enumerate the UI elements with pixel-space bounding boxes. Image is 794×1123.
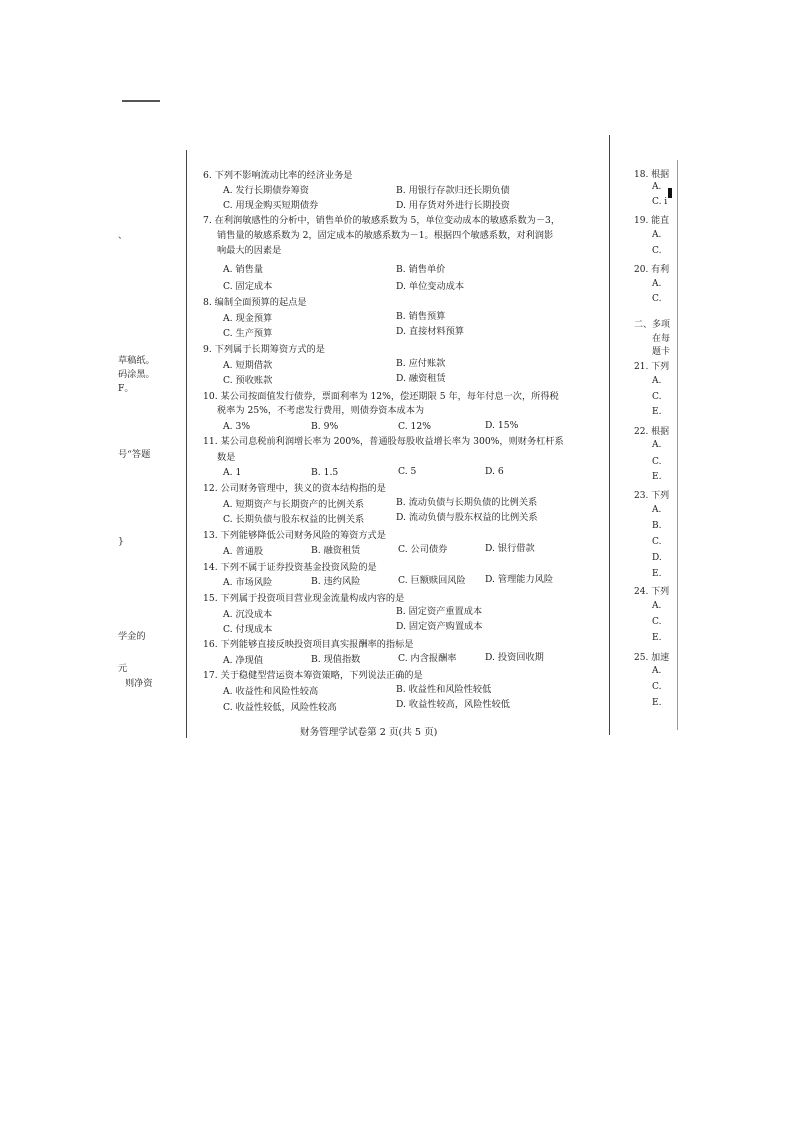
right-fragment-q18: 18. 根据	[634, 170, 670, 180]
right-fragment-q23: 23. 下列	[634, 491, 670, 501]
right-fragment-q21: 21. 下列	[634, 362, 670, 372]
right-fragment: C.	[652, 617, 662, 627]
question-6-option-a: A. 发行长期债券筹资	[223, 185, 309, 196]
right-fragment: A.	[652, 505, 662, 515]
question-9-option-b: B. 应付账款	[396, 358, 446, 369]
question-9-option-a: A. 短期借款	[223, 360, 273, 371]
question-9-option-c: C. 预收账款	[223, 375, 273, 386]
question-12-option-d: D. 流动负债与股东权益的比例关系	[396, 512, 538, 523]
question-14-option-c: C. 巨额赎回风险	[398, 575, 466, 586]
right-fragment: A.	[652, 230, 662, 240]
question-17-stem: 17. 关于稳健型营运资本筹资策略，下列说法正确的是	[203, 670, 423, 681]
question-11-option-d: D. 6	[485, 466, 504, 477]
question-13-option-b: B. 融资租赁	[311, 545, 361, 556]
question-7-option-c: C. 固定成本	[223, 281, 273, 292]
question-15-option-a: A. 沉没成本	[223, 609, 273, 620]
question-12-option-c: C. 长期负债与股东权益的比例关系	[223, 514, 365, 525]
question-7-stem-line-2: 销售量的敏感系数为 2，固定成本的敏感系数为－1。根据四个敏感系数，对利润影	[217, 230, 554, 241]
question-7-option-d: D. 单位变动成本	[396, 281, 465, 292]
right-fragment: C.	[652, 246, 662, 256]
right-fragment: E.	[652, 633, 662, 643]
question-8-stem: 8. 编制全面预算的起点是	[203, 297, 307, 308]
scan-mark-right	[668, 188, 672, 198]
right-fragment-q19: 19. 能直	[634, 216, 670, 226]
binding-line-right	[609, 135, 610, 735]
question-12-option-a: A. 短期资产与长期资产的比例关系	[223, 499, 365, 510]
right-fragment: A.	[652, 279, 662, 289]
right-fragment: E.	[652, 407, 662, 417]
question-17-option-d: D. 收益性较高，风险性较低	[396, 699, 510, 710]
right-fragment: C.	[652, 294, 662, 304]
question-7-option-b: B. 销售单价	[396, 264, 446, 275]
right-fragment: C.	[652, 392, 662, 402]
right-fragment: 在每	[652, 334, 671, 344]
binding-line-left	[186, 150, 187, 738]
right-fragment: A.	[652, 666, 662, 676]
left-fragment: 学金的	[118, 631, 146, 642]
question-6-stem: 6. 下列不影响流动比率的经济业务是	[203, 170, 353, 181]
question-11-option-b: B. 1.5	[311, 467, 339, 478]
question-10-option-c: C. 12%	[398, 421, 431, 432]
page-footer: 财务管理学试卷第 2 页(共 5 页)	[300, 727, 438, 738]
scan-mark-top-left	[122, 100, 160, 102]
question-11-stem: 11. 某公司息税前利润增长率为 200%，普通股每股收益增长率为 300%，则财务杠杆系	[203, 436, 564, 447]
question-8-option-a: A. 现金预算	[223, 313, 273, 324]
question-10-stem: 10. 某公司按面值发行债券，票面利率为 12%，偿还期限 5 年，每年付息一次，所得税	[203, 391, 559, 402]
right-fragment: C.	[652, 537, 662, 547]
right-fragment: C. i	[652, 197, 668, 207]
question-8-option-c: C. 生产预算	[223, 328, 273, 339]
question-16-option-d: D. 投资回收期	[485, 652, 544, 663]
right-fragment: A.	[652, 601, 662, 611]
question-8-option-d: D. 直接材料预算	[396, 326, 465, 337]
question-16-option-a: A. 净现值	[223, 655, 264, 666]
question-13-option-c: C. 公司债券	[398, 544, 448, 555]
question-6-option-c: C. 用现金购买短期债券	[223, 200, 319, 211]
question-10-option-b: B. 9%	[311, 421, 339, 432]
right-fragment-q20: 20. 有利	[634, 265, 670, 275]
question-15-option-d: D. 固定资产购置成本	[396, 621, 483, 632]
left-fragment: }	[118, 536, 124, 547]
right-fragment: A.	[652, 376, 662, 386]
question-14-option-b: B. 违约风险	[311, 576, 361, 587]
page-edge-right	[677, 160, 678, 730]
right-fragment: C.	[652, 457, 662, 467]
question-14-stem: 14. 下列不属于证券投资基金投资风险的是	[203, 562, 377, 573]
question-16-stem: 16. 下列能够直接反映投资项目真实报酬率的指标是	[203, 639, 414, 650]
question-17-option-a: A. 收益性和风险性较高	[223, 686, 319, 697]
question-11-option-a: A. 1	[223, 467, 242, 478]
question-13-option-a: A. 普通股	[223, 546, 264, 557]
question-12-option-b: B. 流动负债与长期负债的比例关系	[396, 497, 538, 508]
question-6-option-b: B. 用银行存款归还长期负债	[396, 185, 510, 196]
question-14-option-a: A. 市场风险	[223, 577, 273, 588]
question-10-option-d: D. 15%	[485, 420, 519, 431]
question-16-option-b: B. 现值指数	[311, 654, 361, 665]
right-fragment: E.	[652, 472, 662, 482]
left-fragment: F。	[118, 383, 134, 394]
question-7-option-a: A. 销售量	[223, 264, 264, 275]
right-fragment: E.	[652, 698, 662, 708]
left-fragment: 号“答题	[118, 449, 151, 460]
right-fragment-q22: 22. 根据	[634, 427, 670, 437]
question-15-option-b: B. 固定资产重置成本	[396, 606, 483, 617]
right-fragment: C.	[652, 682, 662, 692]
question-15-stem: 15. 下列属于投资项目营业现金流量构成内容的是	[203, 593, 405, 604]
right-fragment-q24: 24. 下列	[634, 587, 670, 597]
question-15-option-c: C. 付现成本	[223, 624, 273, 635]
question-9-option-d: D. 融资租赁	[396, 373, 446, 384]
question-13-option-d: D. 银行借款	[485, 543, 535, 554]
question-10-option-a: A. 3%	[223, 421, 251, 432]
question-14-option-d: D. 管理能力风险	[485, 574, 554, 585]
right-fragment-section-2: 二、多项	[634, 320, 671, 330]
question-8-option-b: B. 销售预算	[396, 311, 446, 322]
question-11-option-c: C. 5	[398, 466, 417, 477]
left-fragment: 码涂黑。	[118, 369, 155, 380]
right-fragment-q25: 25. 加速	[634, 653, 670, 663]
left-fragment: 元	[118, 663, 128, 674]
question-12-stem: 12. 公司财务管理中，狭义的资本结构指的是	[203, 483, 386, 494]
question-7-stem: 7. 在利润敏感性的分析中，销售单价的敏感系数为 5，单位变动成本的敏感系数为－3，	[203, 215, 561, 226]
right-fragment: A.	[652, 182, 662, 192]
left-fragment: 则净资	[125, 678, 153, 689]
question-9-stem: 9. 下列属于长期筹资方式的是	[203, 344, 325, 355]
right-fragment: D.	[652, 553, 662, 563]
right-fragment: E.	[652, 569, 662, 579]
right-fragment: 题卡	[652, 347, 671, 357]
question-7-stem-line-3: 响最大的因素是	[217, 245, 282, 256]
left-fragment: 草稿纸。	[118, 355, 155, 366]
question-11-stem-line-2: 数是	[217, 452, 236, 463]
question-17-option-b: B. 收益性和风险性较低	[396, 684, 492, 695]
left-fragment: 、	[118, 230, 128, 241]
right-fragment: A.	[652, 440, 662, 450]
question-17-option-c: C. 收益性较低，风险性较高	[223, 702, 337, 713]
question-16-option-c: C. 内含报酬率	[398, 653, 457, 664]
question-10-stem-line-2: 税率为 25%，不考虑发行费用，则债券资本成本为	[217, 405, 425, 416]
question-6-option-d: D. 用存货对外进行长期投资	[396, 200, 510, 211]
right-fragment: B.	[652, 521, 662, 531]
question-13-stem: 13. 下列能够降低公司财务风险的筹资方式是	[203, 530, 386, 541]
